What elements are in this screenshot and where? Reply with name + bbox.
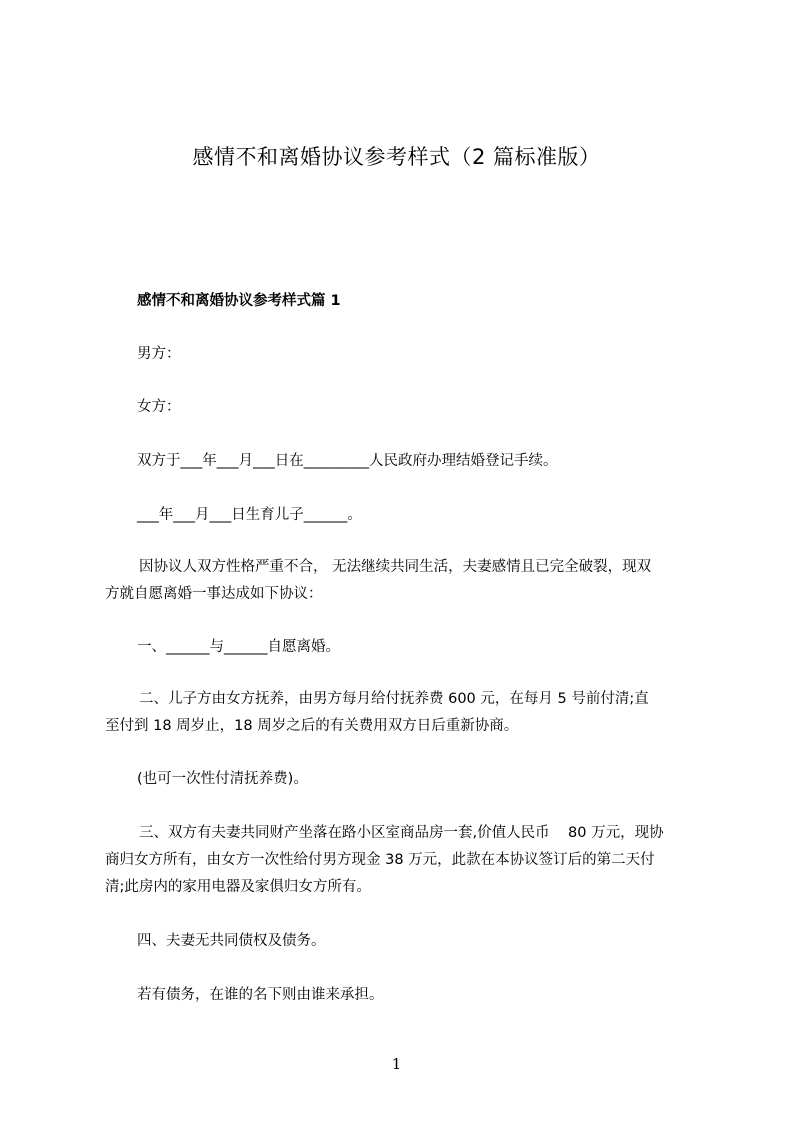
debt-note: 若有债务，在谁的名下则由谁来承担。 (137, 987, 384, 1003)
clause-2-note: (也可一次性付清抚养费)。 (137, 771, 308, 787)
divorce-reason-line-2: 方就自愿离婚一事达成如下协议： (105, 586, 323, 602)
female-party-label: 女方： (137, 399, 181, 415)
marriage-registration-text: 双方于___年___月___日在_________人民政府办理结婚登记手续。 (137, 453, 558, 469)
clause-4: 四、夫妻无共同债权及债务。 (137, 933, 326, 949)
clause-3-paragraph (105, 820, 705, 901)
clause-2-paragraph (105, 686, 705, 740)
section-heading: 感情不和离婚协议参考样式篇 1 (137, 293, 341, 309)
male-party-label: 男方： (137, 346, 181, 362)
clause-2-line-1: 二、儿子方由女方抚养，由男方每月给付抚养费 600 元，在每月 5 号前付清;直 (139, 691, 649, 707)
clause-3-line-2: 商归女方所有，由女方一次性给付男方现金 38 万元，此款在本协议签订后的第二天付 (105, 852, 655, 868)
divorce-reason-paragraph (105, 554, 705, 608)
divorce-reason-line-1: 因协议人双方性格严重不合， 无法继续共同生活，夫妻感情且已完全破裂，现双 (139, 559, 652, 575)
clause-2-line-2: 至付到 18 周岁止，18 周岁之后的有关费用双方日后重新协商。 (105, 718, 519, 734)
clause-3-line-1: 三、双方有夫妻共同财产坐落在路小区室商品房一套,价值人民币 80 万元，现协 (139, 825, 664, 841)
clause-3-line-3: 清;此房内的家用电器及家俱归女方所有。 (105, 879, 371, 895)
child-birth-text: ___年___月___日生育儿子______。 (137, 507, 362, 523)
document-title: 感情不和离婚协议参考样式（2 篇标准版） (192, 145, 601, 169)
clause-1: 一、______与______自愿离婚。 (137, 639, 340, 655)
page-number: 1 (391, 1055, 402, 1073)
